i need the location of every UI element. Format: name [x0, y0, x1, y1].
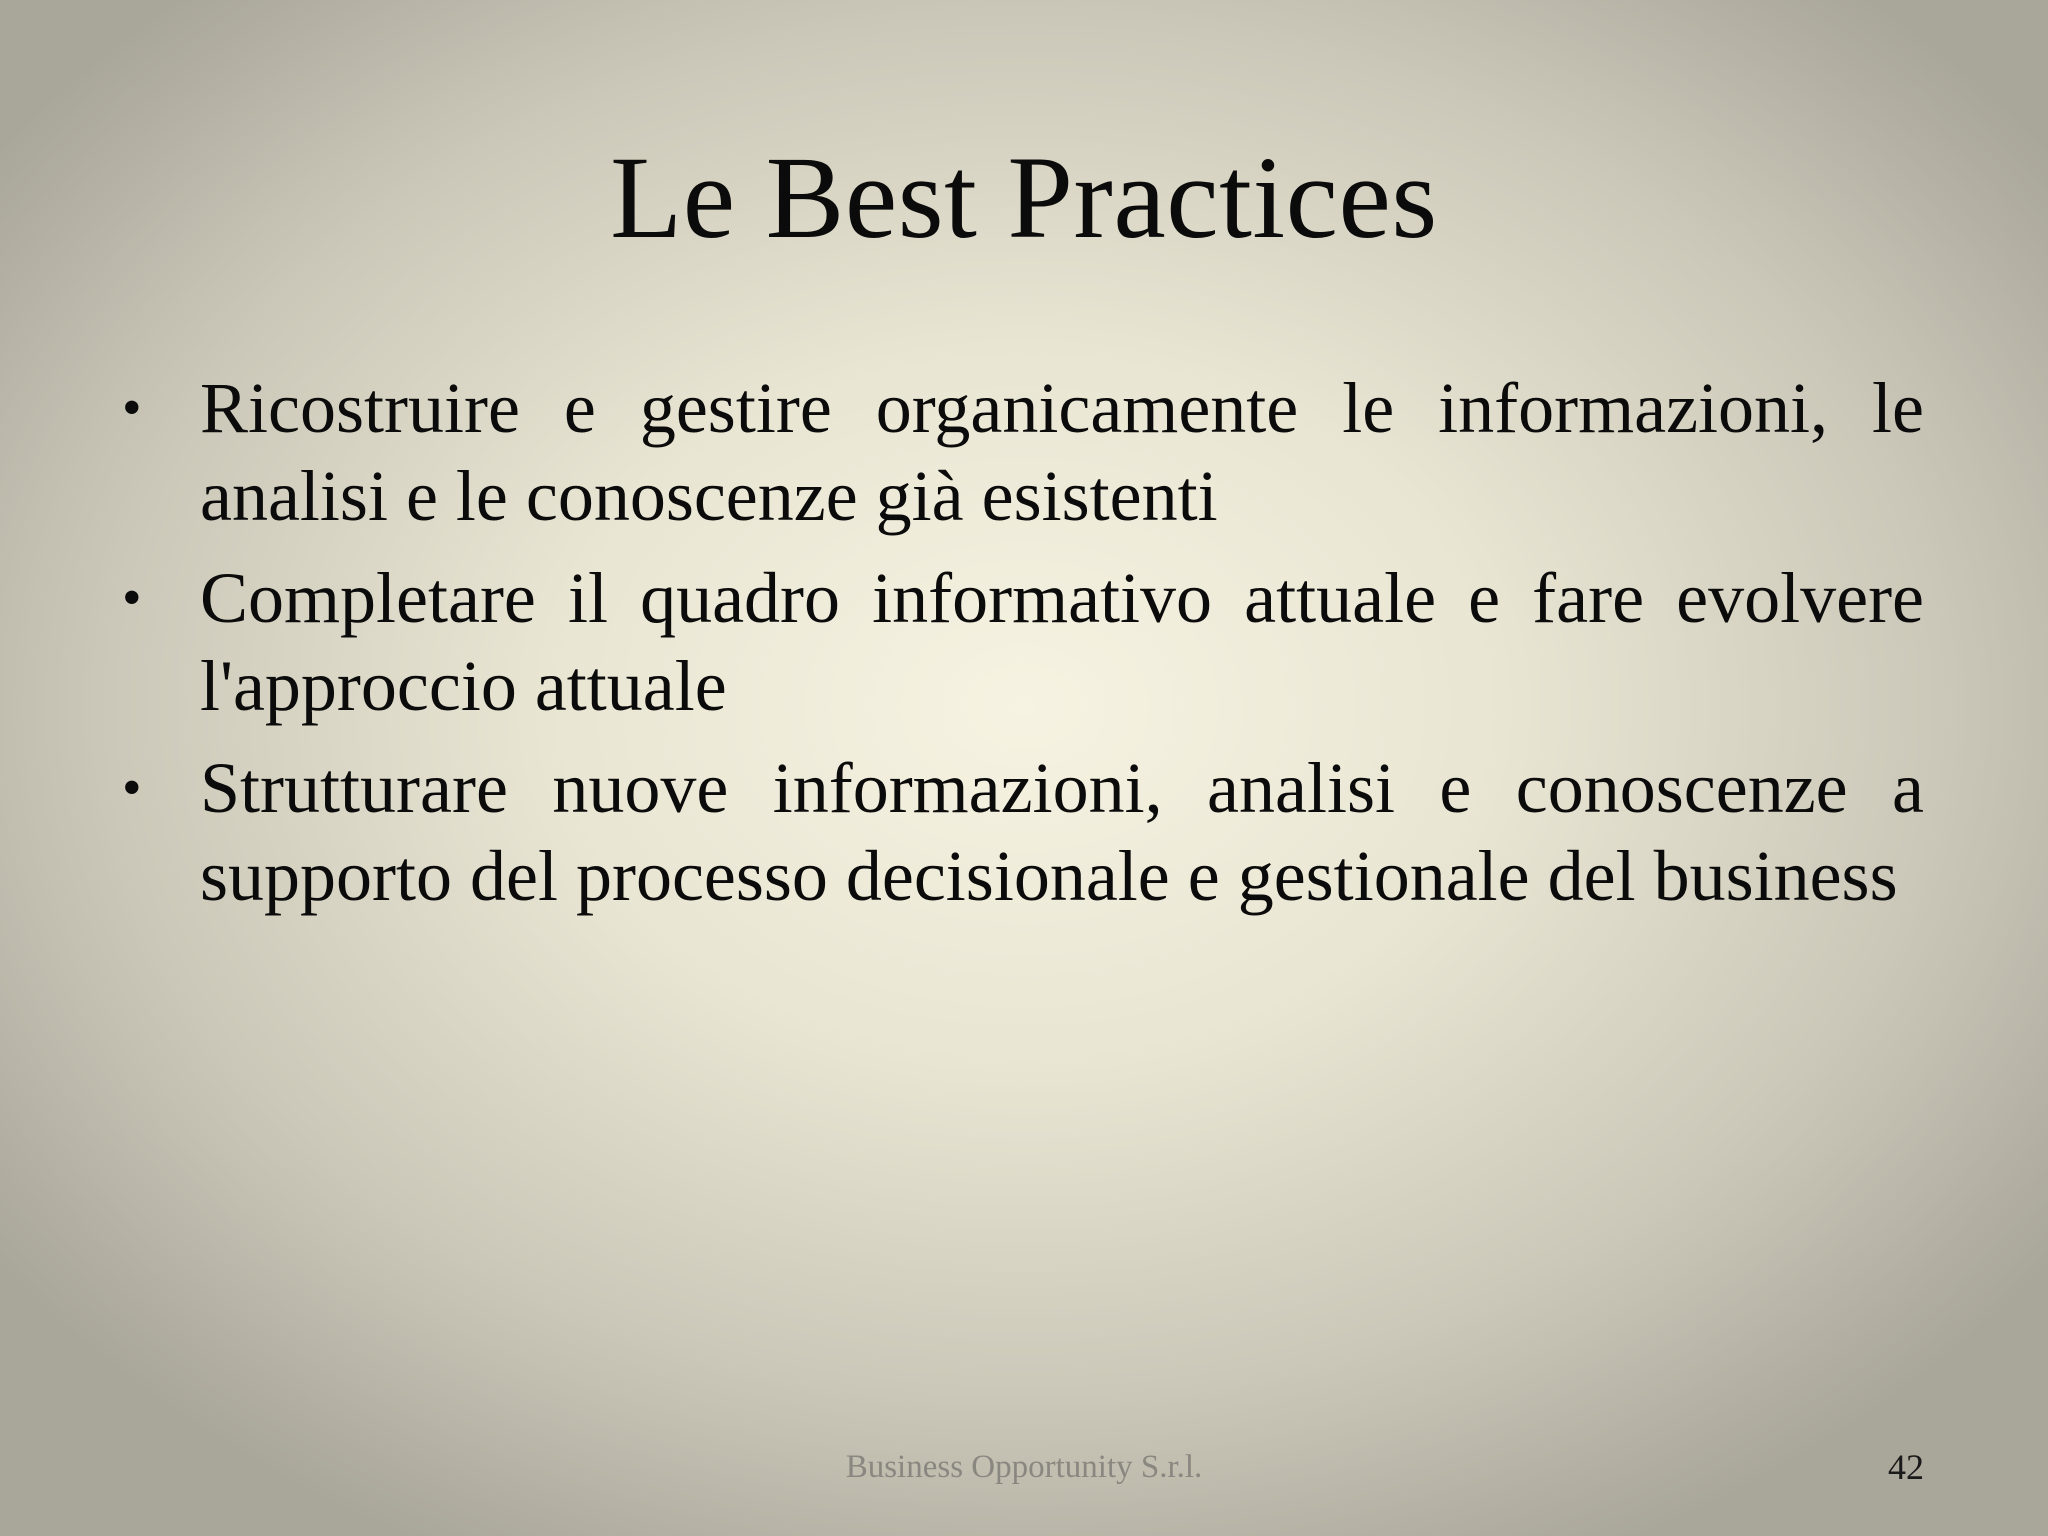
bullet-text: Strutturare nuove informazioni, analisi e conoscenze a supporto del processo decisionale e gestionale del business: [200, 748, 1924, 916]
bullet-icon: •: [122, 757, 142, 819]
bullet-text: Completare il quadro informativo attuale e fare evolvere l'approccio attuale: [200, 558, 1924, 726]
page-number: 42: [1888, 1447, 1924, 1487]
slide-title: Le Best Practices: [610, 132, 1438, 263]
bullet-list: [122, 364, 1924, 934]
bullet-icon: •: [122, 377, 142, 439]
bullet-text: Ricostruire e gestire organicamente le informazioni, le analisi e le conoscenze già esistenti: [200, 368, 1924, 536]
bullet-item: [122, 554, 1924, 730]
bullet-item: [122, 364, 1924, 540]
bullet-item: [122, 744, 1924, 920]
footer-company-name: Business Opportunity S.r.l.: [845, 1449, 1203, 1485]
bullet-icon: •: [122, 567, 142, 629]
